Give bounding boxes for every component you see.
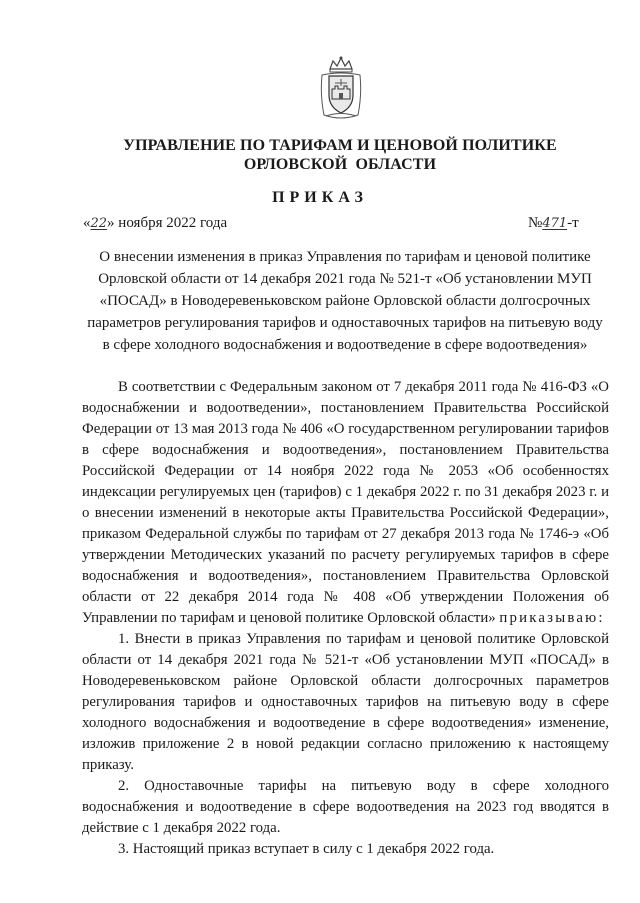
date-month-year: » ноября 2022 года [107, 215, 228, 231]
order-number [528, 215, 579, 232]
authority-line-2: ОРЛОВСКОЙ ОБЛАСТИ [243, 156, 437, 173]
order-subject: О внесении изменения в приказ Управления по тарифам и ценовой политике Орловской области от 14 декабря 2021 года № 521-т «Об установлении МУП «ПОСАД» в Новодеревеньковском районе Орловской области долгосрочных параметров регулирования тарифов и одноставочных тарифов на питьевую воду в сфере холодного водоснабжения и водоотведение в сфере водоотведения» [87, 249, 603, 353]
preamble-paragraph [82, 377, 609, 629]
preamble-text: В соответствии с Федеральным законом от 7 декабря 2011 года № 416-ФЗ «О водоснабжении и водоотведении», постановлением Правительства Российской Федерации от 13 мая 2013 года № 406 «О государственном регулировании тарифов в сфере водоснабжения и водоотведения», постановлением Правительства Российской Федерации от 14 ноября 2022 года № 2053 «Об особенностях индексации регулируемых цен (тарифов) с 1 декабря 2022 г. по 31 декабря 2023 г. и о внесении изменений в некоторые акты Правительства Российской Федерации», приказом Федеральной службы по тарифам от 27 декабря 2013 года № 1746-э «Об утверждении Методических указаний по расчету регулируемых тарифов в сфере водоснабжения и водоотведения», постановлением Правительства Орловской области от 22 декабря 2014 года № 408 «Об утверждении Положения об Управлении по тарифам и ценовой политике Орловской области» [82, 379, 609, 626]
order-item-1: 1. Внести в приказ Управления по тарифам и ценовой политике Орловской области от 14 декабря 2021 года № 521-т «Об установлении МУП «ПОСАД» в Новодеревеньковском районе Орловской области долгосрочных параметров регулирования тарифов и одноставочных тарифов на питьевую воду в сфере холодного водоснабжения и водоотведение в сфере водоотведения» изменение, изложив приложение 2 в новой редакции согласно приложению к настоящему приказу. [82, 631, 609, 773]
issuing-authority [90, 136, 590, 174]
authority-line-1: УПРАВЛЕНИЕ ПО ТАРИФАМ И ЦЕНОВОЙ ПОЛИТИКЕ [123, 137, 557, 154]
number-sign: № [528, 215, 543, 231]
handwritten-number: 471 [542, 216, 568, 231]
number-suffix: -т [567, 215, 579, 231]
order-item-2: 2. Одноставочные тарифы на питьевую воду в сфере холодного водоснабжения и водоотведение в сфере водоотведения на 2023 год вводятся в действие с 1 декабря 2022 года. [82, 778, 609, 836]
order-item-3: 3. Настоящий приказ вступает в силу с 1 декабря 2022 года. [118, 841, 495, 857]
coat-of-arms-icon [318, 55, 364, 121]
date-open-quote: « [83, 215, 91, 231]
order-word: приказываю: [499, 610, 605, 626]
document-type: ПРИКАЗ [272, 189, 368, 206]
order-date [83, 215, 227, 232]
order-body [82, 377, 609, 860]
handwritten-day: 22 [90, 216, 108, 231]
